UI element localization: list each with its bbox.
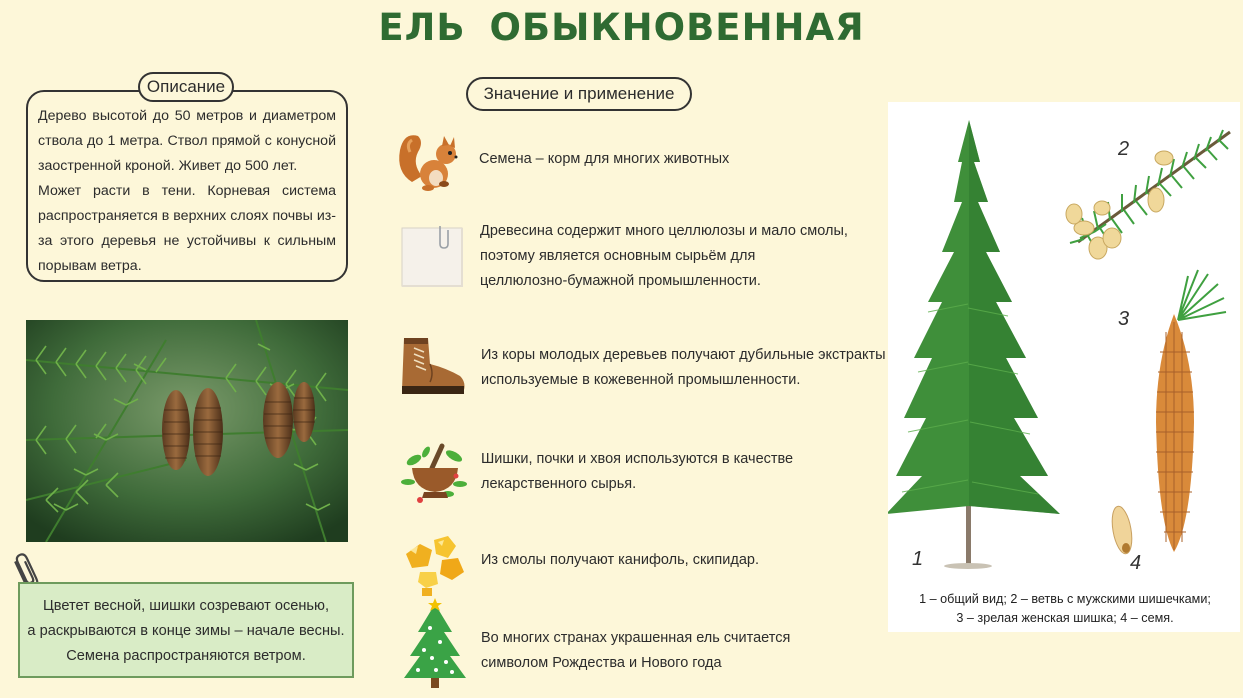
flowering-note-line-2: а раскрываются в конце зимы – начале весны. [27,623,345,639]
use-item-2-line-1: Древесина содержит много целлюлозы и мало смолы, [480,223,848,239]
spruce-tree-illustration [888,120,1060,569]
resin-rosin-icon [398,530,472,604]
use-item-3-line-1: Из коры молодых деревьев получают дубильные экстракты [481,347,886,363]
use-item-3-text [481,343,886,393]
use-item-4-line-1: Шишки, почки и хвоя используются в качестве [481,451,794,467]
use-item-4-line-2: лекарственного сырья. [481,476,637,492]
seed-illustration [1109,505,1135,555]
mortar-herbs-icon [398,438,472,512]
use-item-2-line-2: поэтому является основным сырьём для [480,248,756,264]
figure-number-1: 1 [912,548,924,570]
figure-number-3: 3 [1118,308,1130,330]
use-item-6-line-2: символом Рождества и Нового года [481,655,722,671]
description-paragraph-2: Может расти в тени. Корневая система распространяется в верхних слоях почвы из-за этого деревья не устойчивы к сильным порывам ветра. [38,183,336,274]
use-item-6-line-1: Во многих странах украшенная ель считается [481,630,791,646]
squirrel-icon [394,122,468,196]
use-item-6-text [481,626,790,676]
branch-with-male-cones-illustration [1066,130,1230,259]
flowering-note-line-1: Цветет весной, шишки созревают осенью, [42,598,330,614]
spruce-illustration-panel [888,102,1240,632]
use-item-4-text [481,447,793,497]
description-paragraph-1: Дерево высотой до 50 метров и диаметром ствола до 1 метра. Ствол прямой с конусной заостренной кроной. Живет до 500 лет. [38,108,336,174]
use-item-5-text [481,548,759,573]
description-box [26,90,348,282]
christmas-tree-icon [402,598,468,690]
caption-line-2: 3 – зрелая женская шишка; 4 – семя. [956,611,1174,625]
description-heading: Описание [138,72,234,102]
page-title: ЕЛЬ ОБЫКНОВЕННАЯ [378,6,865,49]
use-item-1-line-1: Семена – корм для многих животных [479,151,730,167]
figure-number-4: 4 [1130,552,1142,574]
use-item-2-text [480,219,848,294]
use-item-5-line-1: Из смолы получают канифоль, скипидар. [481,552,759,568]
illustration-caption [890,590,1240,628]
spruce-cones-photo [26,320,348,542]
use-item-3-line-2: используемые в кожевенной промышленности. [481,372,801,388]
figure-number-2: 2 [1118,138,1130,160]
leather-boot-icon [394,330,468,404]
uses-heading: Значение и применение [466,77,692,111]
caption-line-1: 1 – общий вид; 2 – ветвь с мужскими шишечками; [919,592,1211,606]
use-item-2-line-3: целлюлозно-бумажной промышленности. [480,273,761,289]
paper-sheet-icon [396,222,470,296]
flowering-note [18,582,354,678]
female-cone-illustration [1156,270,1226,552]
use-item-1-text [479,147,729,172]
flowering-note-line-3: Семена распространяются ветром. [66,648,306,664]
